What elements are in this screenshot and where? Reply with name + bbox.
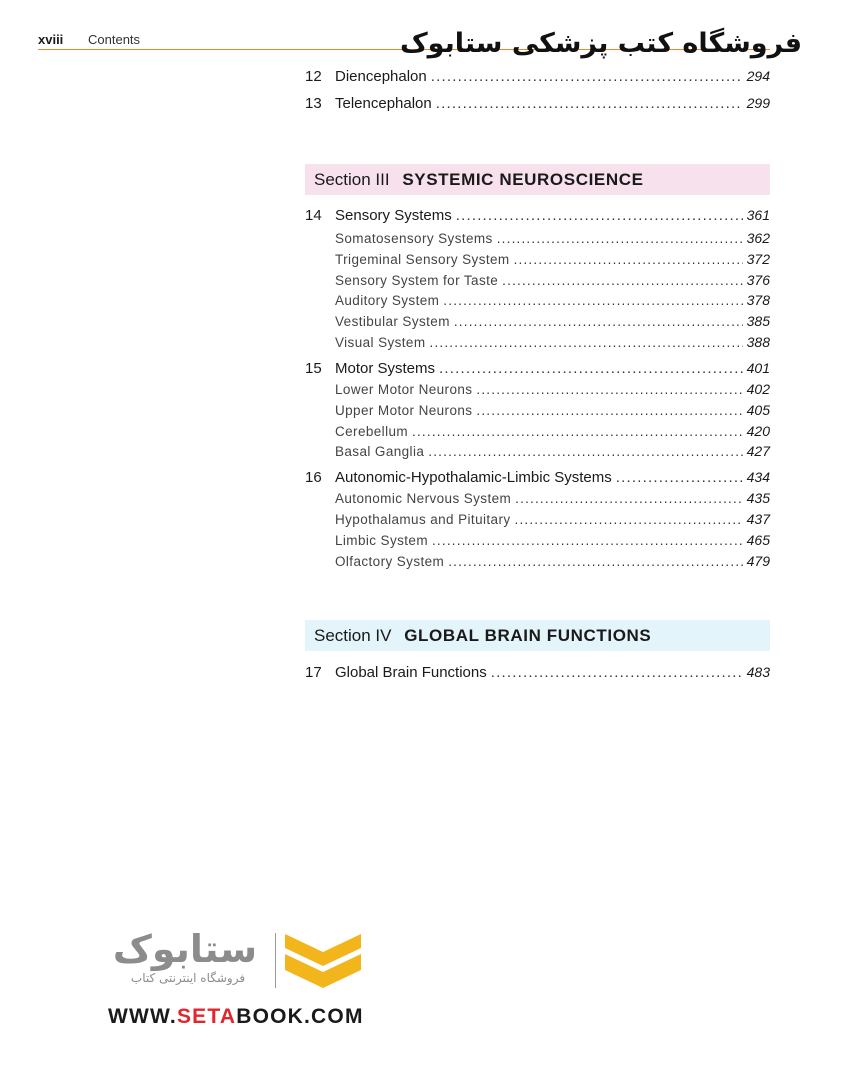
- toc-subentry[interactable]: [305, 230, 770, 250]
- page-ref: 435: [746, 490, 770, 507]
- leader-dots: [515, 491, 742, 506]
- logo-url: WWW.SETABOOK.COM: [108, 1005, 364, 1028]
- section-3-list: [305, 207, 770, 574]
- page-ref: 385: [746, 313, 770, 330]
- leader-dots: [616, 469, 743, 486]
- toc-subentry[interactable]: [305, 272, 770, 292]
- toc-entry[interactable]: [305, 664, 770, 685]
- toc-top-list: [305, 68, 770, 122]
- toc-subentry[interactable]: [305, 381, 770, 401]
- toc-subentry[interactable]: [305, 402, 770, 422]
- leader-dots: [476, 382, 742, 397]
- toc-subentry[interactable]: [305, 443, 770, 463]
- leader-dots: [430, 335, 743, 350]
- leader-dots: [502, 273, 742, 288]
- leader-dots: [491, 664, 743, 681]
- toc-subentry[interactable]: [305, 423, 770, 443]
- section-label: Section III: [314, 170, 390, 189]
- toc-entry[interactable]: [305, 469, 770, 490]
- logo-persian-name: ستابوک: [112, 927, 258, 971]
- page-ref: 401: [746, 359, 770, 376]
- toc-subentry[interactable]: [305, 313, 770, 333]
- subentry-title: Trigeminal Sensory System: [335, 251, 510, 267]
- subentry-title: Vestibular System: [335, 314, 450, 330]
- chapter-title: Diencephalon: [335, 68, 427, 85]
- leader-dots: [428, 444, 742, 459]
- subentry-title: Basal Ganglia: [335, 444, 425, 460]
- page-ref: 465: [746, 531, 770, 548]
- chapter-title: Telencephalon: [335, 95, 432, 112]
- subentry-title: Hypothalamus and Pituitary: [335, 512, 511, 528]
- page-ref: 483: [746, 664, 770, 680]
- subentry-title: Limbic System: [335, 532, 428, 548]
- leader-dots: [412, 424, 743, 439]
- subentry-title: Sensory System for Taste: [335, 272, 499, 288]
- leader-dots: [448, 554, 742, 569]
- logo-tagline: فروشگاه اینترنتی کتاب: [130, 971, 246, 985]
- subentry-title: Lower Motor Neurons: [335, 381, 473, 397]
- watermark-text: فروشگاه کتب پزشکی ستابوک: [400, 28, 803, 59]
- leader-dots: [432, 533, 743, 548]
- page-ref: 376: [746, 271, 770, 288]
- toc-entry[interactable]: [305, 207, 770, 228]
- page-ref: 299: [746, 95, 770, 111]
- subentry-title: Cerebellum: [335, 423, 409, 439]
- leader-dots: [431, 68, 743, 85]
- leader-dots: [443, 293, 742, 308]
- toc-subentry[interactable]: [305, 334, 770, 354]
- section-3-heading: [305, 164, 770, 195]
- toc-subentry[interactable]: [305, 490, 770, 510]
- page-ref: 362: [746, 230, 770, 246]
- page-number: xviii: [38, 32, 64, 47]
- chapter-number: 12: [305, 68, 322, 85]
- page-ref: 479: [746, 552, 770, 569]
- leader-dots: [456, 207, 743, 224]
- page-ref: 388: [746, 333, 770, 350]
- logo-divider: [275, 933, 276, 988]
- running-title: Contents: [88, 32, 141, 47]
- page-ref: 437: [746, 511, 770, 528]
- page-ref: 402: [746, 380, 770, 397]
- page-ref: 378: [746, 292, 770, 309]
- leader-dots: [454, 314, 743, 329]
- chapter-number: 14: [305, 207, 322, 224]
- leader-dots: [515, 512, 743, 527]
- chapter-title: Sensory Systems: [335, 207, 452, 224]
- chapter-title: Autonomic-Hypothalamic-Limbic Systems: [335, 469, 612, 487]
- chapter-number: 15: [305, 359, 322, 377]
- toc-entry[interactable]: [305, 68, 770, 89]
- section-label: Section IV: [314, 626, 392, 645]
- subentry-title: Somatosensory Systems: [335, 231, 493, 246]
- section-name: SYSTEMIC NEUROSCIENCE: [402, 170, 644, 189]
- page-ref: 434: [746, 469, 770, 486]
- leader-dots: [439, 360, 743, 377]
- section-name: GLOBAL BRAIN FUNCTIONS: [404, 626, 652, 645]
- page-ref: 427: [746, 443, 770, 460]
- subentry-title: Visual System: [335, 334, 426, 350]
- leader-dots: [436, 95, 743, 112]
- subentry-title: Upper Motor Neurons: [335, 402, 473, 418]
- chapter-number: 16: [305, 469, 322, 487]
- section-4-heading: [305, 620, 770, 651]
- section-4-list: [305, 664, 770, 691]
- toc-subentry[interactable]: [305, 553, 770, 573]
- chapter-title: Motor Systems: [335, 359, 436, 377]
- page-ref: 405: [746, 401, 770, 418]
- page-ref: 420: [746, 422, 770, 439]
- setabook-logo[interactable]: [100, 925, 370, 1035]
- toc-subentry[interactable]: [305, 532, 770, 552]
- toc-subentry[interactable]: [305, 292, 770, 312]
- leader-dots: [476, 403, 742, 418]
- chapter-number: 17: [305, 664, 322, 681]
- toc-entry[interactable]: [305, 360, 770, 381]
- page-ref: 361: [746, 207, 770, 223]
- toc-entry[interactable]: [305, 95, 770, 116]
- chapter-title: Global Brain Functions: [335, 664, 487, 681]
- leader-dots: [497, 231, 743, 246]
- page-ref: 372: [746, 250, 770, 267]
- subentry-title: Auditory System: [335, 293, 440, 309]
- subentry-title: Olfactory System: [335, 553, 445, 569]
- leader-dots: [514, 252, 743, 267]
- toc-subentry[interactable]: [305, 251, 770, 271]
- chapter-number: 13: [305, 95, 322, 112]
- page-ref: 294: [746, 68, 770, 84]
- toc-subentry[interactable]: [305, 511, 770, 531]
- subentry-title: Autonomic Nervous System: [335, 491, 512, 507]
- book-chevron-icon: [283, 930, 363, 992]
